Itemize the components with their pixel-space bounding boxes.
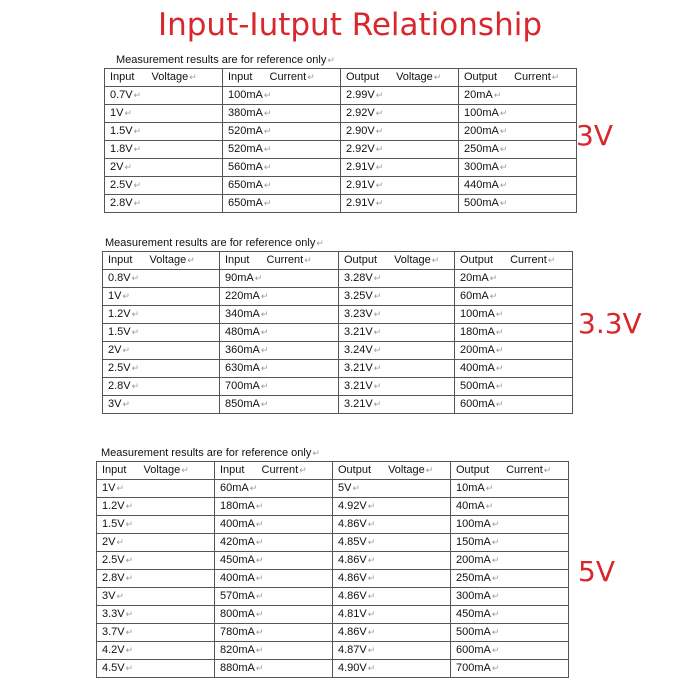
- table-cell: 2.90V↵: [341, 123, 459, 141]
- table-cell: 450mA↵: [451, 606, 569, 624]
- table-cell: 4.92V↵: [333, 498, 451, 516]
- column-header: Input Current↵: [220, 252, 339, 270]
- table-header-row: [97, 462, 569, 480]
- table-cell: 2.92V↵: [341, 141, 459, 159]
- table-cell: 200mA↵: [451, 552, 569, 570]
- table-cell: 3.21V↵: [339, 378, 455, 396]
- table-cell: 630mA↵: [220, 360, 339, 378]
- table-cell: 4.85V↵: [333, 534, 451, 552]
- table-cell: 3.21V↵: [339, 360, 455, 378]
- table-cell: 1.5V↵: [103, 324, 220, 342]
- table-cell: 2V↵: [97, 534, 215, 552]
- table-cell: 60mA↵: [215, 480, 333, 498]
- table-cell: 20mA↵: [455, 270, 573, 288]
- table-cell: 500mA↵: [455, 378, 573, 396]
- table-cell: 3.25V↵: [339, 288, 455, 306]
- table-cell: 4.87V↵: [333, 642, 451, 660]
- table-row: [97, 516, 569, 534]
- table-cell: 2.91V↵: [341, 177, 459, 195]
- table-row: [103, 270, 573, 288]
- table-cell: 300mA↵: [459, 159, 577, 177]
- table-cell: 400mA↵: [215, 516, 333, 534]
- table-cell: 4.5V↵: [97, 660, 215, 678]
- reference-note-3-3v: Measurement results are for reference only↵: [105, 237, 324, 249]
- table-cell: 850mA↵: [220, 396, 339, 414]
- column-header: Output Current↵: [459, 69, 577, 87]
- table-cell: 480mA↵: [220, 324, 339, 342]
- table-cell: 2.5V↵: [103, 360, 220, 378]
- table-row: [97, 480, 569, 498]
- output-voltage-label-5v: 5V: [578, 555, 615, 588]
- table-cell: 4.86V↵: [333, 516, 451, 534]
- table-row: [103, 324, 573, 342]
- table-row: [103, 342, 573, 360]
- table-cell: 3.3V↵: [97, 606, 215, 624]
- table-row: [105, 159, 577, 177]
- table-cell: 400mA↵: [215, 570, 333, 588]
- table-row: [105, 123, 577, 141]
- table-cell: 2.5V↵: [97, 552, 215, 570]
- table-cell: 90mA↵: [220, 270, 339, 288]
- table-cell: 1.2V↵: [103, 306, 220, 324]
- table-cell: 4.86V↵: [333, 570, 451, 588]
- table-row: [103, 378, 573, 396]
- table-cell: 250mA↵: [459, 141, 577, 159]
- table-cell: 100mA↵: [459, 105, 577, 123]
- table-cell: 180mA↵: [215, 498, 333, 516]
- table-cell: 250mA↵: [451, 570, 569, 588]
- table-cell: 3.7V↵: [97, 624, 215, 642]
- column-header: Input Current↵: [215, 462, 333, 480]
- table-cell: 560mA↵: [223, 159, 341, 177]
- table-cell: 1.5V↵: [105, 123, 223, 141]
- table-cell: 10mA↵: [451, 480, 569, 498]
- output-voltage-label-3v: 3V: [576, 119, 613, 152]
- table-cell: 380mA↵: [223, 105, 341, 123]
- table-header-row: [105, 69, 577, 87]
- table-cell: 1V↵: [105, 105, 223, 123]
- column-header: Output Current↵: [455, 252, 573, 270]
- table-cell: 3.21V↵: [339, 396, 455, 414]
- column-header: Input Voltage↵: [105, 69, 223, 87]
- table-cell: 2V↵: [103, 342, 220, 360]
- table-cell: 200mA↵: [455, 342, 573, 360]
- table-3v: [104, 68, 577, 213]
- column-header: Input Current↵: [223, 69, 341, 87]
- table-cell: 0.7V↵: [105, 87, 223, 105]
- table-row: [105, 87, 577, 105]
- table-cell: 150mA↵: [451, 534, 569, 552]
- table-row: [103, 306, 573, 324]
- table-row: [97, 642, 569, 660]
- table-cell: 2.5V↵: [105, 177, 223, 195]
- table-cell: 420mA↵: [215, 534, 333, 552]
- column-header: Output Voltage↵: [339, 252, 455, 270]
- table-cell: 520mA↵: [223, 123, 341, 141]
- column-header: Input Voltage↵: [103, 252, 220, 270]
- column-header: Input Voltage↵: [97, 462, 215, 480]
- table-cell: 4.86V↵: [333, 624, 451, 642]
- reference-note-5v: Measurement results are for reference only↵: [101, 447, 320, 459]
- table-row: [97, 498, 569, 516]
- table-cell: 500mA↵: [451, 624, 569, 642]
- table-cell: 3.21V↵: [339, 324, 455, 342]
- table-cell: 820mA↵: [215, 642, 333, 660]
- table-cell: 0.8V↵: [103, 270, 220, 288]
- table-cell: 2V↵: [105, 159, 223, 177]
- table-cell: 700mA↵: [451, 660, 569, 678]
- table-cell: 1V↵: [103, 288, 220, 306]
- table-cell: 600mA↵: [451, 642, 569, 660]
- table-cell: 650mA↵: [223, 195, 341, 213]
- table-row: [103, 360, 573, 378]
- table-row: [105, 141, 577, 159]
- table-cell: 360mA↵: [220, 342, 339, 360]
- table-cell: 1.8V↵: [105, 141, 223, 159]
- table-cell: 570mA↵: [215, 588, 333, 606]
- table-cell: 5V↵: [333, 480, 451, 498]
- table-cell: 1.5V↵: [97, 516, 215, 534]
- table-row: [97, 606, 569, 624]
- column-header: Output Voltage↵: [333, 462, 451, 480]
- reference-note-3v: Measurement results are for reference only↵: [116, 54, 335, 66]
- column-header: Output Voltage↵: [341, 69, 459, 87]
- table-cell: 650mA↵: [223, 177, 341, 195]
- table-cell: 4.90V↵: [333, 660, 451, 678]
- table-cell: 2.8V↵: [105, 195, 223, 213]
- table-cell: 4.81V↵: [333, 606, 451, 624]
- table-cell: 440mA↵: [459, 177, 577, 195]
- table-row: [105, 177, 577, 195]
- table-cell: 3V↵: [97, 588, 215, 606]
- table-cell: 100mA↵: [223, 87, 341, 105]
- table-cell: 200mA↵: [459, 123, 577, 141]
- table-row: [97, 534, 569, 552]
- table-row: [105, 105, 577, 123]
- table-cell: 180mA↵: [455, 324, 573, 342]
- table-row: [97, 552, 569, 570]
- table-cell: 3.28V↵: [339, 270, 455, 288]
- table-row: [97, 660, 569, 678]
- table-cell: 500mA↵: [459, 195, 577, 213]
- table-cell: 4.86V↵: [333, 552, 451, 570]
- table-5v: [96, 461, 569, 678]
- table-cell: 700mA↵: [220, 378, 339, 396]
- table-3-3v: [102, 251, 573, 414]
- table-row: [97, 570, 569, 588]
- table-cell: 3.23V↵: [339, 306, 455, 324]
- table-cell: 300mA↵: [451, 588, 569, 606]
- table-row: [97, 624, 569, 642]
- table-cell: 600mA↵: [455, 396, 573, 414]
- table-cell: 400mA↵: [455, 360, 573, 378]
- column-header: Output Current↵: [451, 462, 569, 480]
- table-row: [105, 195, 577, 213]
- table-cell: 1.2V↵: [97, 498, 215, 516]
- table-cell: 2.8V↵: [103, 378, 220, 396]
- table-row: [103, 396, 573, 414]
- table-cell: 4.86V↵: [333, 588, 451, 606]
- table-row: [103, 288, 573, 306]
- table-cell: 2.91V↵: [341, 195, 459, 213]
- table-cell: 40mA↵: [451, 498, 569, 516]
- table-cell: 100mA↵: [451, 516, 569, 534]
- table-cell: 2.99V↵: [341, 87, 459, 105]
- table-row: [97, 588, 569, 606]
- table-cell: 450mA↵: [215, 552, 333, 570]
- output-voltage-label-3-3v: 3.3V: [578, 307, 642, 340]
- table-cell: 780mA↵: [215, 624, 333, 642]
- table-cell: 2.92V↵: [341, 105, 459, 123]
- table-cell: 520mA↵: [223, 141, 341, 159]
- page-title: Input-Iutput Relationship: [157, 7, 543, 43]
- table-header-row: [103, 252, 573, 270]
- table-cell: 20mA↵: [459, 87, 577, 105]
- table-cell: 220mA↵: [220, 288, 339, 306]
- table-cell: 3V↵: [103, 396, 220, 414]
- table-cell: 1V↵: [97, 480, 215, 498]
- table-cell: 2.91V↵: [341, 159, 459, 177]
- table-cell: 100mA↵: [455, 306, 573, 324]
- table-cell: 3.24V↵: [339, 342, 455, 360]
- table-cell: 880mA↵: [215, 660, 333, 678]
- table-cell: 4.2V↵: [97, 642, 215, 660]
- table-cell: 340mA↵: [220, 306, 339, 324]
- table-cell: 60mA↵: [455, 288, 573, 306]
- table-cell: 2.8V↵: [97, 570, 215, 588]
- table-cell: 800mA↵: [215, 606, 333, 624]
